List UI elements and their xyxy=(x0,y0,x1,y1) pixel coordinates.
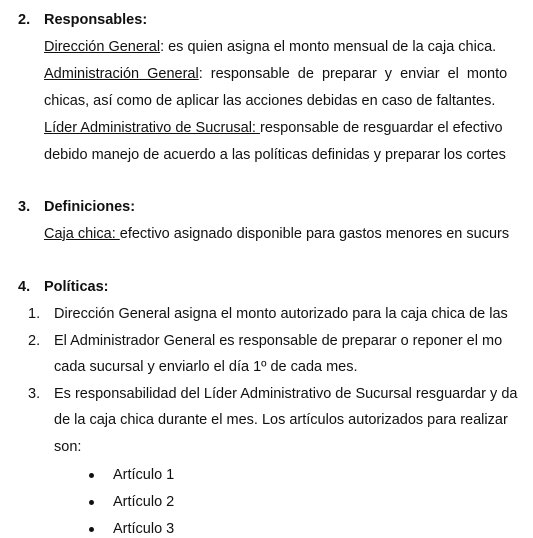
section-number-2: 2. xyxy=(18,12,31,28)
politica-3-line-1: Es responsabilidad del Líder Administrativo de Sucursal resguardar y da xyxy=(54,386,518,402)
politica-3-line-3: son: xyxy=(54,439,82,455)
bullet-dot-2 xyxy=(89,500,94,505)
bullet-item-1: Artículo 1 xyxy=(113,467,175,483)
description-caja-chica: efectivo asignado disponible para gastos menores en sucurs xyxy=(119,226,510,242)
description-administracion-general: : responsable de preparar y enviar el monto xyxy=(198,66,508,82)
politica-3-line-2: de la caja chica durante el mes. Los artículos autorizados para realizar xyxy=(54,412,508,428)
section-heading-definiciones: Definiciones: xyxy=(44,199,136,215)
term-direccion-general: Dirección General xyxy=(44,39,161,55)
politica-number-2: 2. xyxy=(28,333,41,349)
term-lider-administrativo: Líder Administrativo de Sucrusal: xyxy=(44,120,260,136)
responsable-line-5: debido manejo de acuerdo a las políticas definidas y preparar los cortes xyxy=(44,147,506,163)
term-caja-chica: Caja chica: xyxy=(44,226,120,242)
bullet-dot-3 xyxy=(89,527,94,532)
responsable-line-4 xyxy=(44,119,503,137)
definicion-line-1 xyxy=(44,225,509,243)
politica-number-3: 3. xyxy=(28,386,41,402)
politica-number-1: 1. xyxy=(28,306,41,322)
section-number-3: 3. xyxy=(18,199,31,215)
term-administracion-general: Administración General xyxy=(44,66,199,82)
politica-1-line-1: Dirección General asigna el monto autorizado para la caja chica de las xyxy=(54,306,508,322)
description-lider-administrativo: responsable de resguardar el efectivo xyxy=(260,120,503,136)
bullet-dot-1 xyxy=(89,473,94,478)
bullet-item-3: Artículo 3 xyxy=(113,521,175,537)
politica-2-line-1: El Administrador General es responsable de preparar o reponer el mo xyxy=(54,333,503,349)
description-direccion-general: : es quien asigna el monto mensual de la caja chica. xyxy=(160,39,497,55)
section-heading-politicas: Políticas: xyxy=(44,279,109,295)
responsable-line-2 xyxy=(44,65,507,83)
section-heading-responsables: Responsables: xyxy=(44,12,148,28)
responsable-line-3: chicas, así como de aplicar las acciones debidas en caso de faltantes. xyxy=(44,93,496,109)
bullet-item-2: Artículo 2 xyxy=(113,494,175,510)
responsable-line-1 xyxy=(44,38,496,56)
section-number-4: 4. xyxy=(18,279,31,295)
politica-2-line-2: cada sucursal y enviarlo el día 1º de cada mes. xyxy=(54,359,358,375)
